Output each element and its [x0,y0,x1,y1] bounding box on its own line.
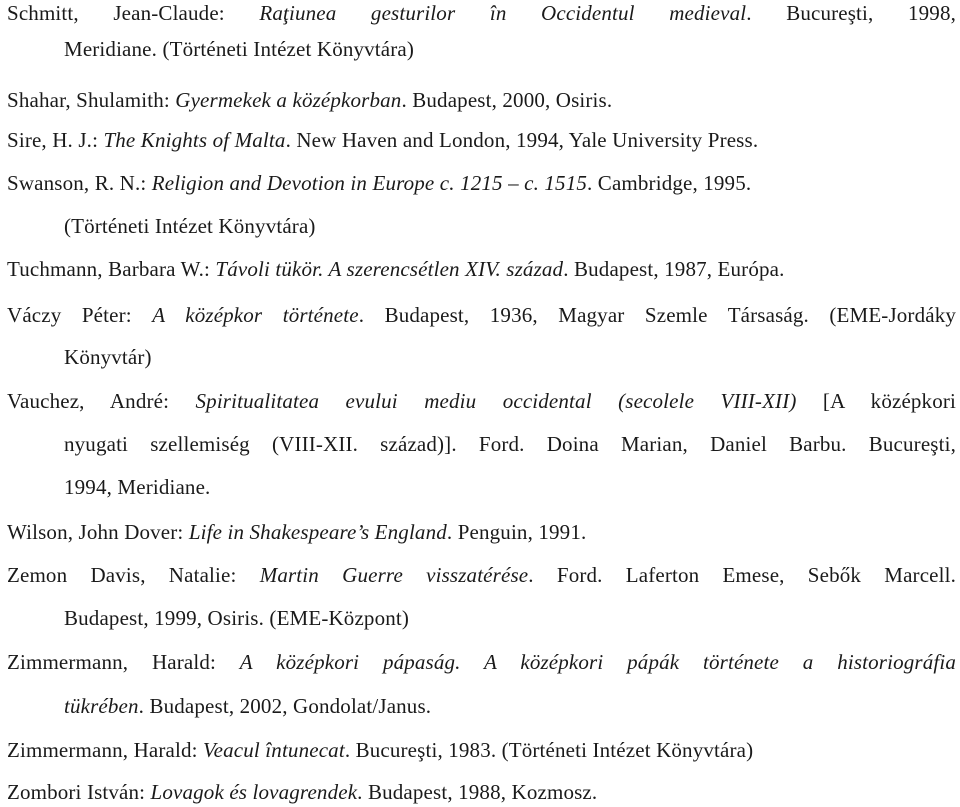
entry-title-cont: tükrében [64,694,139,718]
entry-publication-cont: Meridiane. (Történeti Intézet Könyvtára) [64,37,415,61]
entry-publication-cont: Könyvtár) [64,345,152,369]
entry-zimmermann-veacul [7,736,956,764]
entry-author: Váczy Péter: [7,303,153,327]
entry-schmitt [7,0,956,27]
entry-author: Tuchmann, Barbara W.: [7,257,216,281]
entry-publication: . Cambridge, 1995. [587,171,752,195]
entry-title: Martin Guerre visszatérése [259,563,529,587]
entry-publication: . Bucureşti, 1983. (Történeti Intézet Könyvtára) [344,738,754,762]
entry-publication: . Budapest, 2000, Osiris. [401,88,613,112]
entry-author: Schmitt, Jean-Claude: [7,1,260,25]
entry-publication-cont: (Történeti Intézet Könyvtára) [64,214,316,238]
entry-title: The Knights of Malta [103,128,286,152]
entry-zombori [7,778,956,806]
entry-publication: . New Haven and London, 1994, Yale University Press. [285,128,759,152]
entry-title: Lovagok és lovagrendek [150,780,358,804]
entry-vauchez-continuation-1 [64,430,956,458]
entry-publication: . Budapest, 1987, Európa. [563,257,785,281]
entry-zemon-davis [7,561,956,589]
entry-vauchez-continuation-2 [64,473,956,501]
entry-publication: . Penguin, 1991. [446,520,587,544]
entry-publication-cont: Budapest, 1999, Osiris. (EME-Központ) [64,606,410,630]
entry-title: Raţiunea gesturilor în Occidentul medieval [259,1,747,25]
entry-wilson [7,518,956,546]
entry-title: Veacul întunecat [203,738,345,762]
entry-sire [7,126,956,154]
entry-publication: . Budapest, 2002, Gondolat/Janus. [138,694,432,718]
entry-title: Távoli tükör. A szerencsétlen XIV. század [215,257,564,281]
entry-title: Religion and Devotion in Europe c. 1215 – c. 1515 [151,171,587,195]
entry-title: Gyermekek a középkorban [175,88,402,112]
entry-publication: . Bucureşti, 1998, [746,1,956,25]
entry-publication: . Budapest, 1988, Kozmosz. [357,780,598,804]
entry-vauchez [7,387,956,415]
entry-vaczy-continuation [64,343,956,371]
entry-author: Swanson, R. N.: [7,171,152,195]
entry-zimmermann-papasag [7,648,956,676]
entry-author: Shahar, Shulamith: [7,88,176,112]
entry-author: Sire, H. J.: [7,128,104,152]
entry-tuchmann [7,255,956,283]
entry-publication: . Budapest, 1936, Magyar Szemle Társaság. (EME-Jordáky [358,303,956,327]
entry-title: Life in Shakespeare’s England [188,520,447,544]
entry-swanson [7,169,956,197]
entry-swanson-continuation [64,212,956,240]
entry-publication-cont: nyugati szellemiség (VIII-XII. század)]. Ford. Doina Marian, Daniel Barbu. Bucureşti, [64,432,956,456]
entry-author: Zombori István: [7,780,151,804]
entry-author: Zimmermann, Harald: [7,738,204,762]
entry-publication: [A középkori [796,389,956,413]
entry-title: A középkor története [152,303,359,327]
entry-author: Zimmermann, Harald: [7,650,240,674]
entry-author: Zemon Davis, Natalie: [7,563,260,587]
entry-schmitt-continuation [64,35,956,63]
entry-publication-cont: 1994, Meridiane. [64,475,211,499]
entry-title: Spiritualitatea evului mediu occidental (secolele VIII-XII) [195,389,797,413]
entry-zemon-davis-continuation [64,604,956,632]
entry-zimmermann-papasag-continuation [64,692,956,720]
entry-author: Wilson, John Dover: [7,520,189,544]
entry-vaczy [7,301,956,329]
entry-author: Vauchez, André: [7,389,196,413]
entry-shahar [7,86,956,114]
entry-title: A középkori pápaság. A középkori pápák története a historiográfia [239,650,956,674]
entry-publication: . Ford. Laferton Emese, Sebők Marcell. [528,563,956,587]
